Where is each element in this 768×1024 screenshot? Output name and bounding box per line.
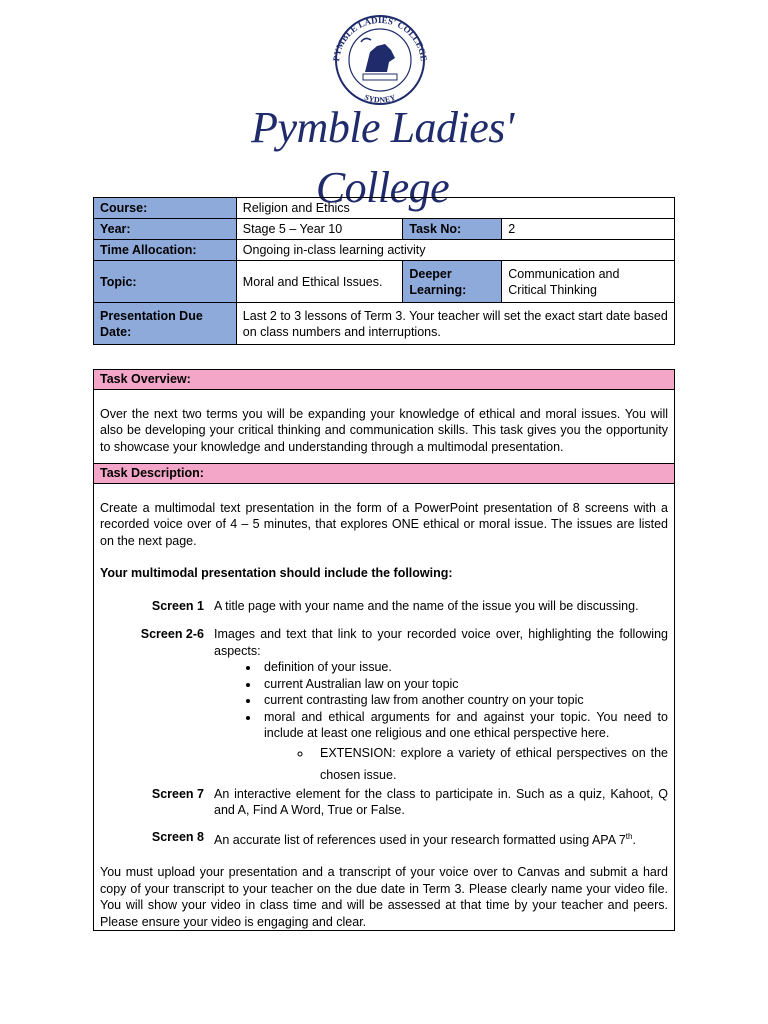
screen-7-row [94,786,674,819]
time-value: Ongoing in-class learning activity [236,240,674,261]
extension-item: ◦ EXTENSION: explore a variety of ethical perspectives on the chosen issue. [312,742,668,786]
course-row [94,198,675,219]
due-label-line2: Date: [100,324,132,339]
year-row [94,219,675,240]
task-no-label: Task No: [403,219,502,240]
screen-2-6-label: Screen 2-6 [140,627,204,641]
task-overview-text: Over the next two terms you will be expanding your knowledge of ethical and moral issues. You will also be developing your critical thinking and communication skills. This task gives you the opportunity to showcase your knowledge and understanding through a multimodal presentation. [100,406,668,454]
list-item: • current contrasting law from another country on your topic [260,692,668,709]
screen-8-row [94,829,674,849]
screen-7-text: An interactive element for the class to participate in. Such as a quiz, Kahoot, Q and A, Find A Word, True or False. [214,786,668,817]
screen-2-6-text: Images and text that link to your recorded voice over, highlighting the following aspects: [214,627,668,658]
seal-top-text: PYMBLE LADIES' COLLEGE [331,14,429,62]
list-item: • current Australian law on your topic [260,676,668,693]
deeper-learning-label [403,261,502,303]
screen-8-end: . [632,832,636,847]
deeper-label-line1: Deeper [409,266,452,281]
list-item [260,709,668,786]
time-row [94,240,675,261]
task-description-heading: Task Description: [94,463,674,484]
list-item-text: moral and ethical arguments for and against your topic. You need to include at least one religious and one ethical perspective here. [264,709,668,740]
deeper-learning-value [502,261,675,303]
screen-8-label: Screen 8 [151,829,204,844]
due-label-line1: Presentation Due [100,308,203,323]
year-value: Stage 5 – Year 10 [236,219,403,240]
topic-value: Moral and Ethical Issues. [236,261,403,303]
topic-label: Topic: [94,261,237,303]
screen-1-label: Screen 1 [151,598,204,613]
college-wordmark: Pymble Ladies' College [251,103,514,212]
screen-2-6-content [214,626,668,786]
task-description-intro: Create a multimodal text presentation in the form of a PowerPoint presentation of 8 screens with a recorded voice over of 4 – 5 minutes, that explores ONE ethical or moral issue. The issues are listed on the next page. [100,500,668,548]
screen-8-superscript: th [625,831,633,841]
course-label: Course: [94,198,237,219]
due-date-value: Last 2 to 3 lessons of Term 3. Your teacher will set the exact start date based on class numbers and interruptions. [236,303,674,345]
course-value: Religion and Ethics [236,198,674,219]
include-heading: Your multimodal presentation should include the following: [100,566,453,580]
task-box [93,369,675,931]
task-no-value: 2 [502,219,675,240]
aspects-list [214,659,668,786]
screen-7-label: Screen 7 [151,786,204,801]
screen-8-text: An accurate list of references used in your research formatted using APA 7 [214,832,626,847]
screen-8-content [214,829,668,849]
closing-paragraph: You must upload your presentation and a transcript of your voice over to Canvas and submit a hard copy of your transcript to your teacher on the due date in Term 3. Please clearly name your video file. You will show your video in class time and will be assessed at that time by your teacher and peers. Please ensure your video is engaging and clear. [100,865,668,929]
list-item: • definition of your issue. [260,659,668,676]
due-date-label [94,303,237,345]
seal-bottom-text: SYDNEY [363,92,397,105]
task-overview-heading: Task Overview: [94,370,674,390]
topic-row [94,261,675,303]
due-date-row [94,303,675,345]
screen-2-6-row [94,626,674,786]
extension-list [264,742,668,786]
time-label: Time Allocation: [94,240,237,261]
deeper-label-line2: Learning: [409,282,467,297]
year-label: Year: [94,219,237,240]
deeper-value-line2: Critical Thinking [508,282,597,297]
screen-1-text: A title page with your name and the name of the issue you will be discussing. [214,598,639,613]
college-seal-icon [325,14,435,106]
course-info-table [93,197,675,345]
screen-1-row [94,598,674,615]
deeper-value-line1: Communication and [508,266,620,281]
